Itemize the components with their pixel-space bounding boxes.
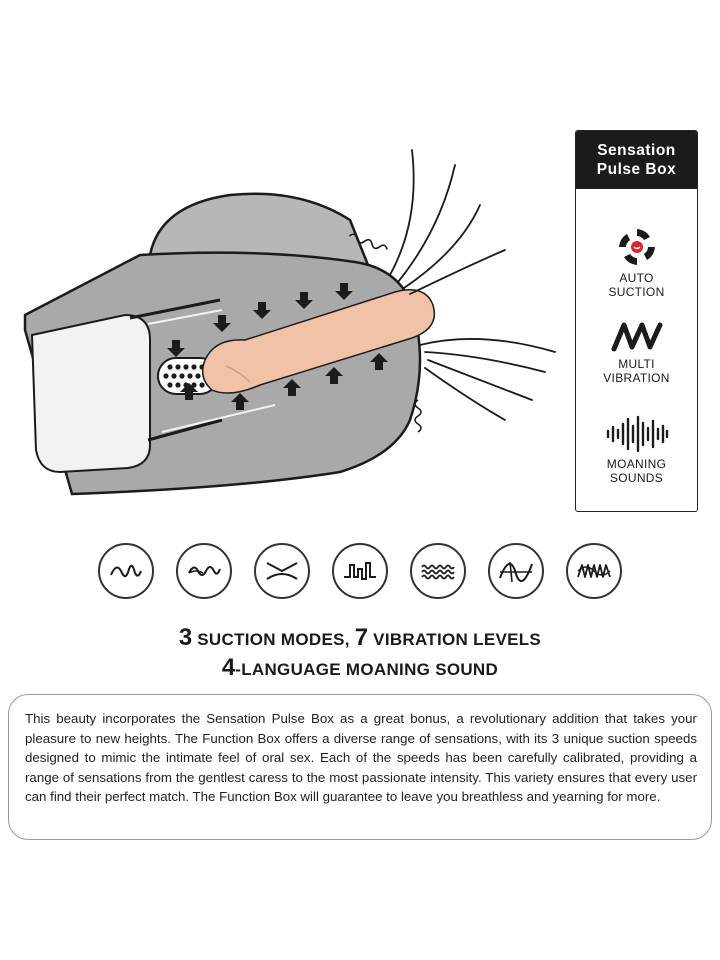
vibration-count: 7	[354, 624, 369, 651]
suction-text: SUCTION MODES,	[192, 630, 355, 649]
panel-header	[576, 131, 697, 189]
language-count: 4	[221, 654, 236, 681]
feature-auto-suction	[576, 227, 697, 299]
moaning-sounds-label: MOANING SOUNDS	[606, 457, 667, 485]
vibration-modes-row	[98, 543, 638, 603]
vibration-text: VIBRATION LEVELS	[368, 630, 542, 649]
multi-vibration-icon	[610, 319, 664, 353]
mode-wave-5-icon	[410, 543, 466, 599]
mode-wave-2-icon	[176, 543, 232, 599]
mode-wave-4-icon	[332, 543, 388, 599]
auto-suction-icon	[617, 227, 657, 267]
panel-title-line2: Pulse Box	[596, 161, 677, 178]
panel-title-line1: Sensation	[597, 142, 676, 159]
feature-moaning-sounds	[576, 415, 697, 485]
auto-suction-label: AUTO SUCTION	[608, 271, 665, 299]
mode-wave-6-icon	[488, 543, 544, 599]
headline-line2	[0, 653, 720, 683]
headline	[0, 623, 720, 683]
multi-vibration-label: MULTI VIBRATION	[603, 357, 670, 385]
suction-count: 3	[178, 624, 193, 651]
mode-wave-7-icon	[566, 543, 622, 599]
headline-line1	[0, 623, 720, 653]
mode-wave-1-icon	[98, 543, 154, 599]
language-text: -LANGUAGE MOANING SOUND	[235, 660, 499, 679]
sensation-pulse-box-panel	[575, 130, 698, 512]
product-illustration	[0, 110, 570, 510]
description-text: This beauty incorporates the Sensation Pulse Box as a great bonus, a revolutionary addition that takes your pleasure to new heights. The Function Box offers a diverse range of sensations, with its 3 unique suction speeds designed to mimic the intimate feel of oral sex. Each of the speeds has been carefully calibrated, providing a range of sensations from the gentlest caress to the most passionate intensity. This variety ensures that every user can find their perfect match. The Function Box will guarantee to leave you breathless and yearning for more.	[25, 711, 697, 805]
mode-wave-3-icon	[254, 543, 310, 599]
moaning-sounds-icon	[604, 415, 670, 453]
description-box	[8, 694, 712, 840]
feature-multi-vibration	[576, 319, 697, 385]
